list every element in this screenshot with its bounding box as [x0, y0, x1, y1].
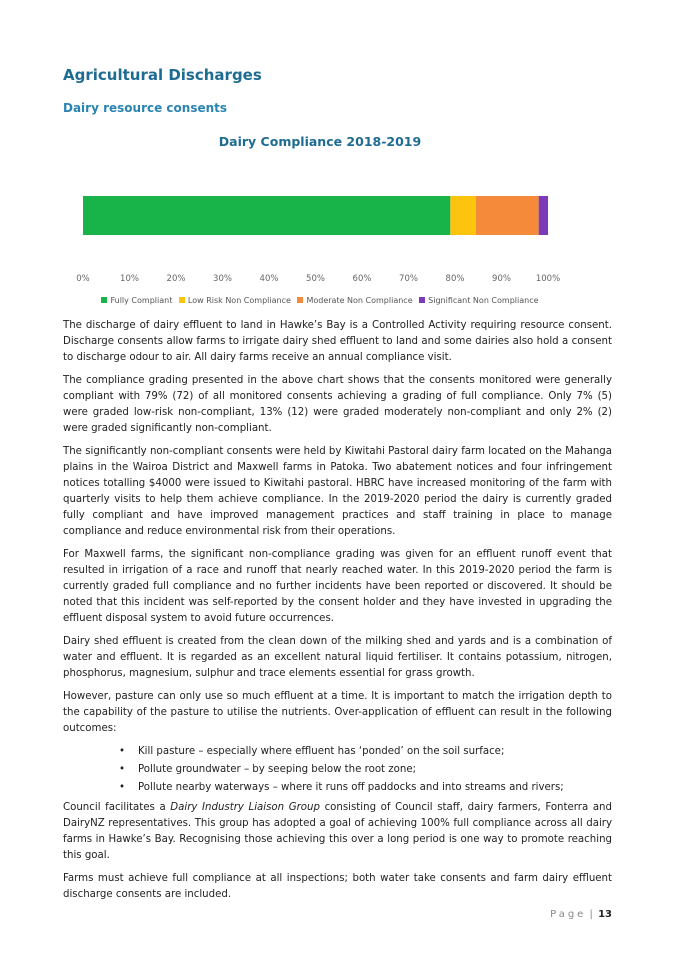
x-tick-label: 80% — [445, 274, 465, 284]
x-tick-label: 70% — [399, 274, 418, 284]
outcomes-list — [63, 744, 612, 796]
paragraph-kiwitahi: The significantly non-compliant consents were held by Kiwitahi Pastoral dairy farm located on the Mahanga plains in the Wairoa District and Maxwell farms in Patoka. Two abatement notices and four infringement notices totalling $4000 were issued to Kiwitahi pastoral. HBRC have increased monitoring of the farm with quarterly visits to help them achieve compliance. In the 2019-2020 period the dairy is currently graded fully compliant and have improved management practices and staff training in place to manage compliance and reduce environmental risk from their operations. — [63, 446, 612, 537]
legend-label: Low Risk Non Compliance — [187, 296, 291, 305]
compliance-chart — [60, 160, 570, 290]
section-heading: Agricultural Discharges — [63, 66, 262, 84]
legend-label: Fully Compliant — [110, 296, 173, 305]
body-text — [63, 318, 612, 910]
legend-swatch — [101, 297, 107, 303]
x-tick-label: 50% — [306, 274, 325, 284]
x-tick-label: 40% — [259, 274, 279, 284]
liaison-group-name: Dairy Industry Liaison Group — [170, 802, 320, 813]
legend-item-fully-compliant — [101, 296, 172, 305]
x-tick-label: 20% — [166, 274, 186, 284]
paragraph-liaison-group: Council facilitates a Dairy Industry Liaison Group consisting of Council staff, dairy farmers, Fonterra and DairyNZ representatives. This group has adopted a goal of achieving 100% full compliance across all dairy farms in Hawke’s Bay. Recognising those achieving this over a long period is one way to promote reaching this goal. — [63, 802, 612, 861]
page-number: 13 — [598, 909, 612, 920]
bar-segment-significant-non-compliance — [539, 196, 548, 235]
chart-bars — [83, 196, 548, 235]
legend-swatch — [297, 297, 303, 303]
bar-segment-fully-compliant — [83, 196, 450, 235]
x-tick-label: 60% — [352, 274, 372, 284]
x-tick-label: 10% — [120, 274, 139, 284]
legend-swatch — [179, 297, 185, 303]
bullet-icon: • — [119, 764, 126, 775]
chart-title: Dairy Compliance 2018-2019 — [218, 134, 422, 149]
legend-swatch — [419, 297, 425, 303]
legend-label: Moderate Non Compliance — [306, 296, 413, 305]
bar-segment-low-risk-non-compliance — [450, 196, 476, 235]
page-separator: | — [589, 909, 593, 920]
list-item: • Kill pasture – especially where effluent has ‘ponded’ on the soil surface; — [119, 744, 612, 760]
paragraph-compliance-grading: The compliance grading presented in the above chart shows that the consents monitored were generally compliant with 79% (72) of all monitored consents achieving a grading of full compliance. Only 7% (5) were graded low-risk non-compliant, 13% (12) were graded moderately non-compliant and only 2% (2) were graded significantly non-compliant. — [63, 375, 612, 434]
list-item: • Pollute groundwater – by seeping below the root zone; — [119, 762, 612, 778]
bullet-icon: • — [119, 782, 126, 793]
chart-x-axis-ticks — [76, 274, 560, 284]
legend-item-significant — [419, 296, 538, 305]
legend-item-moderate — [297, 296, 412, 305]
paragraph-maxwell: For Maxwell farms, the significant non-compliance grading was given for an effluent runoff event that resulted in irrigation of a race and runoff that nearly reached water. In this 2019-2020 period the farm is currently graded full compliance and no further incidents have been reported or discovered. It should be noted that this incident was self-reported by the consent holder and they have invested in upgrading the effluent disposal system to avoid future occurrences. — [63, 549, 612, 624]
x-tick-label: 100% — [535, 274, 561, 284]
section-subheading: Dairy resource consents — [63, 101, 228, 115]
list-item: • Pollute nearby waterways – where it runs off paddocks and into streams and rivers; — [119, 780, 612, 796]
bullet-icon: • — [119, 746, 126, 757]
x-tick-label: 0% — [76, 274, 90, 284]
paragraph-full-compliance: Farms must achieve full compliance at all inspections; both water take consents and farm dairy effluent discharge consents are included. — [63, 873, 612, 900]
page-footer — [550, 909, 612, 920]
legend-item-low-risk — [179, 296, 291, 305]
paragraph-effluent: Dairy shed effluent is created from the clean down of the milking shed and yards and is a combination of water and effluent. It is regarded as an excellent natural liquid fertiliser. It contains potassium, nitrogen, phosphorus, magnesium, sulphur and trace elements essential for grass growth. — [63, 636, 612, 679]
bar-segment-moderate-non-compliance — [476, 196, 539, 235]
paragraph-pasture: However, pasture can only use so much effluent at a time. It is important to match the irrigation depth to the capability of the pasture to utilise the nutrients. Over-application of effluent can result in the following outcomes: — [63, 691, 612, 734]
page-label: Page — [550, 909, 587, 920]
paragraph-consent-overview: The discharge of dairy effluent to land in Hawke’s Bay is a Controlled Activity requiring resource consent. Discharge consents allow farms to irrigate dairy shed effluent to land and some dairies also hold a consent to discharge odour to air. All dairy farms receive an annual compliance visit. — [63, 320, 612, 363]
x-tick-label: 30% — [213, 274, 232, 284]
legend-label: Significant Non Compliance — [428, 296, 539, 305]
x-tick-label: 90% — [492, 274, 511, 284]
chart-legend — [0, 296, 640, 305]
